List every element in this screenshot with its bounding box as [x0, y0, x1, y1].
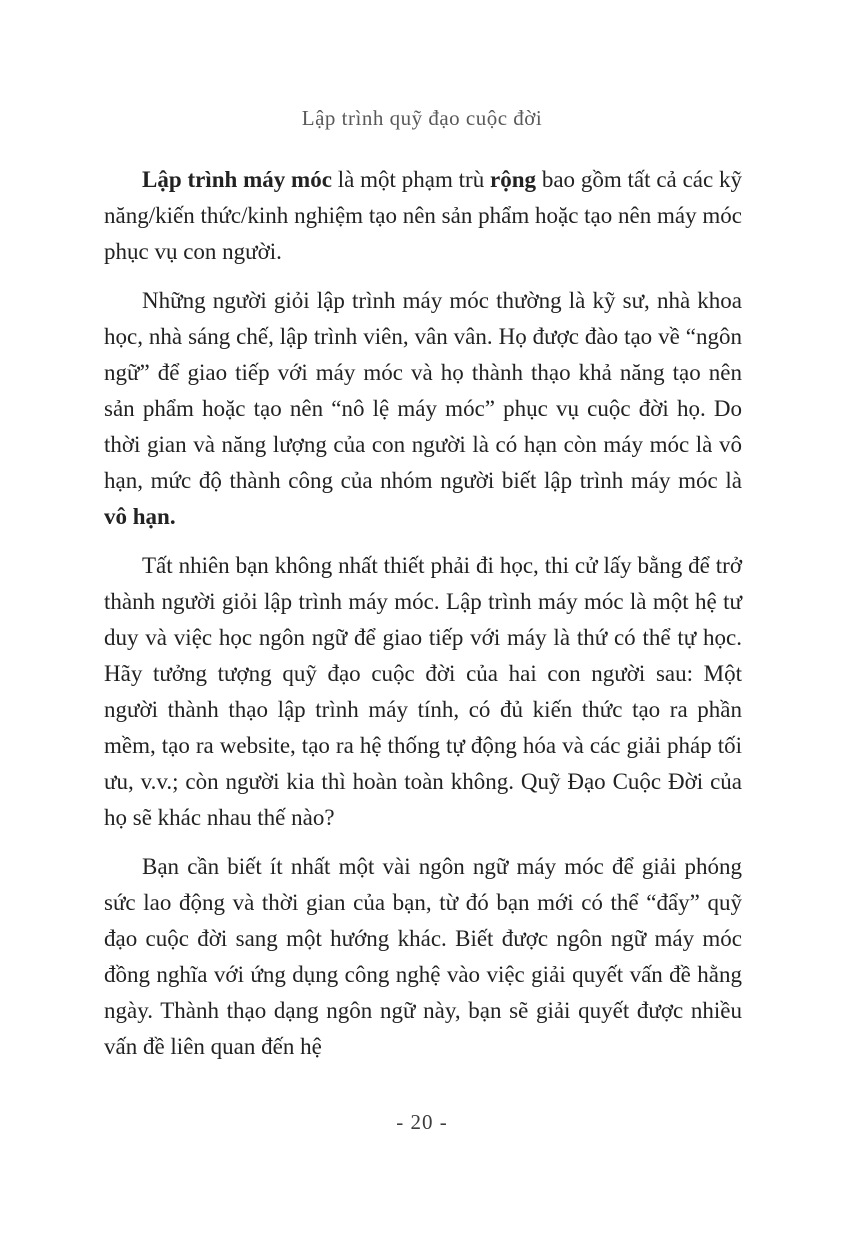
- text-run: Tất nhiên bạn không nhất thiết phải đi học, thi cử lấy bằng để trở thành người giỏi lập trình máy móc. Lập trình máy móc là một hệ tư duy và việc học ngôn ngữ để giao tiếp với máy là thứ có thể tự học. Hãy tưởng tượng quỹ đạo cuộc đời của hai con người sau: Một người thành thạo lập trình máy tính, có đủ kiến thức tạo ra phần mềm, tạo ra website, tạo ra hệ thống tự động hóa và các giải pháp tối ưu, v.v.; còn người kia thì hoàn toàn không. Quỹ Đạo Cuộc Đời của họ sẽ khác nhau thế nào?: [104, 553, 742, 830]
- text-run: Những người giỏi lập trình máy móc thường là kỹ sư, nhà khoa học, nhà sáng chế, lập trình viên, vân vân. Họ được đào tạo về “ngôn ngữ” để giao tiếp với máy móc và họ thành thạo khả năng tạo nên sản phẩm hoặc tạo nên “nô lệ máy móc” phục vụ cuộc đời họ. Do thời gian và năng lượng của con người là có hạn còn máy móc là vô hạn, mức độ thành công của nhóm người biết lập trình máy móc là: [104, 288, 742, 493]
- page-number: - 20 -: [396, 1110, 448, 1134]
- text-run: vô hạn.: [104, 504, 176, 529]
- text-run: Bạn cần biết ít nhất một vài ngôn ngữ máy móc để giải phóng sức lao động và thời gian của bạn, từ đó bạn mới có thể “đẩy” quỹ đạo cuộc đời sang một hướng khác. Biết được ngôn ngữ máy móc đồng nghĩa với ứng dụng công nghệ vào việc giải quyết vấn đề hằng ngày. Thành thạo dạng ngôn ngữ này, bạn sẽ giải quyết được nhiều vấn đề liên quan đến hệ: [104, 854, 742, 1059]
- paragraph: [104, 849, 742, 1065]
- text-run: rộng: [490, 167, 537, 192]
- text-run: Lập trình máy móc: [142, 167, 332, 192]
- paragraph: [104, 162, 742, 270]
- text-run: bao gồm tất cả các kỹ năng/kiến thức/kinh nghiệm tạo nên sản phẩm hoặc tạo nên máy móc phục vụ con người.: [104, 167, 743, 264]
- paragraph: [104, 283, 742, 535]
- page-header: Lập trình quỹ đạo cuộc đời: [301, 106, 543, 130]
- page-body: [104, 162, 742, 1078]
- text-run: là một phạm trù: [331, 167, 491, 192]
- paragraph: [104, 548, 742, 836]
